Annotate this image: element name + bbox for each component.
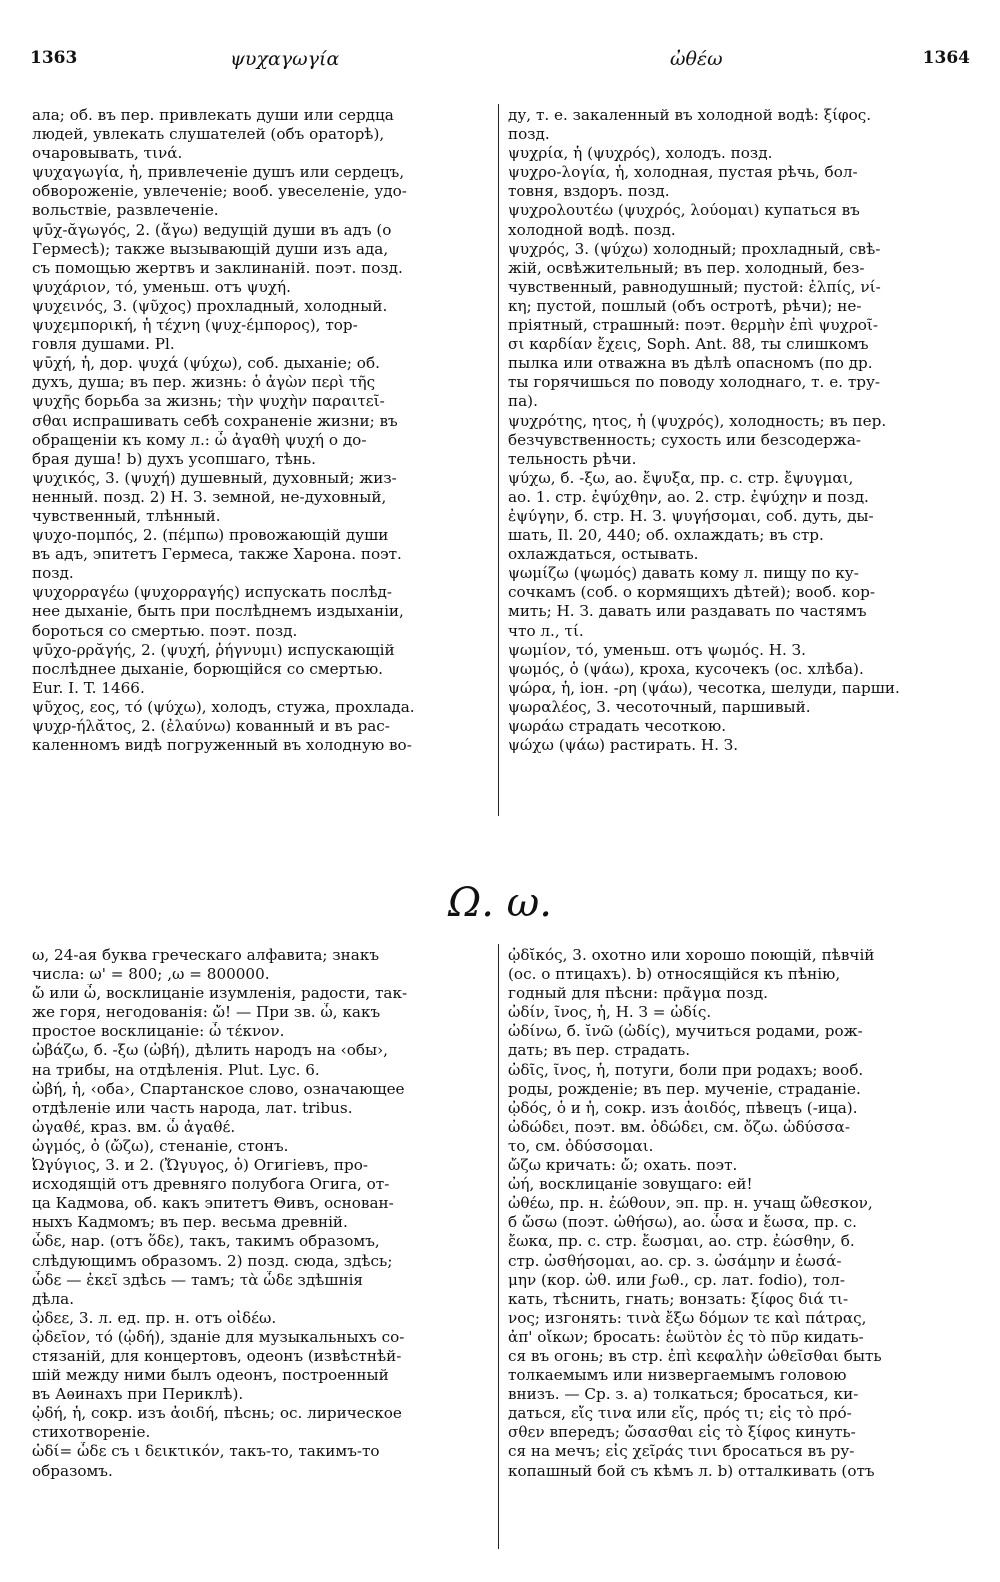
text-line: ся въ огонь; въ стр. ἐπὶ κεφαλὴν ὠθεῖσθαι быть [508, 1346, 882, 1365]
text-line: ψυχρο-λογία, ἡ, холодная, пустая рѣчь, бол- [508, 163, 858, 182]
text-line: ала; об. въ пер. привлекать души или сердца [32, 106, 394, 124]
text-line: ца Кадмова, об. какъ эпитетъ Θивъ, основан- [32, 1194, 394, 1213]
text-line: ὤζω кричать: ὤ; охать. поэт. [508, 1156, 738, 1175]
text-line: ἔωκα, пр. с. стр. ἔωσμαι, ао. стр. ἐώσθην, б. [508, 1232, 855, 1251]
text-line: въ адъ, эпитетъ Гермеса, также Харона. поэт. [32, 545, 402, 564]
text-line: ψυχεινός, 3. (ψῦχος) прохладный, холодный. [32, 296, 388, 315]
top-right-column [508, 106, 966, 755]
text-line: стр. ὠσθήσομαι, ао. ср. з. ὠσάμην и ἐωσά- [508, 1251, 842, 1270]
text-line: ψῡχ-ᾰγωγός, 2. (ἄγω) ведущій души въ адъ (о [32, 220, 392, 239]
text-line: обращеніи къ кому л.: ὦ ἀγαθὴ ψυχή о до- [32, 430, 367, 449]
text-line: ся на мечъ; εἰς χεῖράς τινι бросаться въ ру- [508, 1442, 855, 1461]
text-line: людей, увлекать слушателей (объ ораторѣ), [32, 125, 385, 144]
text-line: простое восклицаніе: ὦ τέκνον. [32, 1022, 285, 1041]
text-line: ᾠδή, ἡ, сокр. изъ ἀοιδή, пѣснь; ос. лирическое [32, 1404, 402, 1423]
text-line: Ὠγύγιος, 3. и 2. (Ὤγυγος, ὁ) Огигіевъ, про- [32, 1156, 369, 1175]
text-line: ψυχρία, ἡ (ψυχρός), холодъ. позд. [508, 144, 773, 163]
text-line: роды, рожденіе; въ пер. мученіе, страданіе. [508, 1079, 861, 1098]
text-line: ὠή, восклицаніе зовущаго: ей! [508, 1175, 753, 1194]
text-line: ὠβάζω, б. -ξω (ὠβή), дѣлить народъ на ‹обы›, [32, 1041, 388, 1060]
text-line: ψυχρ-ήλᾰτος, 2. (ἐλαύνω) кованный и въ рас- [32, 717, 390, 735]
text-line: сочкамъ (соб. о кормящихъ дѣтей); вооб. кор- [508, 583, 875, 602]
right-guide-word: ὠθέω [670, 48, 723, 70]
text-line: ψῡχο-ρρᾰγής, 2. (ψυχή, ῥήγνυμι) испускающій [32, 640, 395, 659]
text-line: ἀπ' οἴκων; бросать: ἑωϋτὸν ἐς τὸ πῦρ кидать- [508, 1327, 864, 1346]
text-line: ψῦχος, εος, τό (ψύχω), холодъ, стужа, прохлада. [32, 697, 415, 716]
text-line: ὠθέω, пр. н. ἐώθουν, эп. пр. н. учащ ὤθεσκον, [508, 1194, 873, 1213]
text-line: ᾠδός, ὁ и ἡ, сокр. изъ ἀοιδός, пѣвецъ (-ица). [508, 1098, 858, 1117]
text-line: жій, освѣжительный; въ пер. холодный, без- [508, 258, 865, 277]
text-line: ὠγαθέ, краз. вм. ὦ ἀγαθέ. [32, 1117, 236, 1136]
text-line: ψυχρός, 3. (ψύχω) холодный; прохладный, свѣ- [508, 239, 881, 258]
section-heading: Ω. ω. [448, 880, 552, 926]
text-line: вольствіе, развлеченіе. [32, 201, 219, 220]
text-line: ψυχῆς борьба за жизнь; τὴν ψυχὴν παραιτεῖ- [32, 392, 385, 411]
text-line: же горя, негодованія: ὤ! — При зв. ὦ, какъ [32, 1003, 381, 1022]
text-line: το, см. ὀδύσσομαι. [508, 1136, 654, 1155]
text-line: ψῡχή, ἡ, дор. ψυχά (ψύχω), соб. дыханіе; об. [32, 354, 380, 373]
text-line: ὧδε — ἐκεῖ здѣсь — тамъ; τὰ ὧδε здѣшнія [32, 1270, 364, 1289]
text-line: ψυχο-πομπός, 2. (πέμπω) провожающій души [32, 526, 389, 545]
text-line: ᾠδεε, 3. л. ед. пр. н. отъ οἰδέω. [32, 1308, 277, 1327]
bottom-left-column [32, 946, 490, 1481]
text-line: копашный бой съ кѣмъ л. b) отталкивать (отъ [508, 1461, 875, 1480]
text-line: ὠγμός, ὁ (ὤζω), стенаніе, стонъ. [32, 1136, 289, 1155]
text-line: охлаждаться, остывать. [508, 545, 699, 564]
top-left-column [32, 106, 490, 755]
text-line: товня, вздоръ. позд. [508, 182, 670, 201]
text-line: мить; Н. З. давать или раздавать по частямъ [508, 602, 867, 621]
text-line: брая душа! b) духъ усопшаго, тѣнь. [32, 449, 316, 468]
text-line: каленномъ видѣ погруженный въ холодную во- [32, 736, 412, 755]
text-line: ψυχάριον, τό, уменьш. отъ ψυχή. [32, 277, 291, 296]
text-line: пріятный, страшный: поэт. θερμὴν ἐπὶ ψυχροῖ- [508, 316, 878, 335]
text-line: ὠβή, ἡ, ‹оба›, Спартанское слово, означающее [32, 1079, 405, 1098]
text-line: числа: ω' = 800; ,ω = 800000. [32, 965, 270, 984]
text-line: ὠδίν, ῖνος, ἡ, Н. З = ὠδίς. [508, 1003, 712, 1022]
text-line: дать; въ пер. страдать. [508, 1041, 691, 1060]
text-line: толкаемымъ или низвергаемымъ головою [508, 1366, 847, 1385]
text-line: кать, тѣснить, гнать; вонзать: ξίφος διά τι- [508, 1289, 849, 1308]
text-line: пылка или отважна въ дѣлѣ опасномъ (по др. [508, 354, 873, 373]
text-line: дѣла. [32, 1289, 75, 1308]
text-line: ао. 1. стр. ἐψύχθην, ао. 2. стр. ἐψύχην и позд. [508, 487, 869, 506]
text-line: ду, т. е. закаленный въ холодной водѣ: ξίφος. [508, 106, 872, 124]
text-line: отдѣленіе или часть народа, лат. tribus. [32, 1098, 353, 1117]
text-line: па). [508, 392, 538, 411]
text-line: ὠδώδει, поэт. вм. ὀδώδει, см. ὄζω. ὠδύσσα- [508, 1117, 850, 1136]
text-line: стихотвореніе. [32, 1423, 151, 1442]
text-line: холодной водѣ. позд. [508, 220, 676, 239]
right-page-number: 1364 [922, 48, 970, 68]
column-divider-bottom [498, 944, 499, 1549]
text-line: Гермесѣ); также вызывающій души изъ ада, [32, 239, 389, 258]
text-line: ψώχω (ψάω) растирать. Н. З. [508, 736, 739, 755]
text-line: ψωραλέος, 3. чесоточный, паршивый. [508, 697, 811, 716]
text-line: ψυχαγωγία, ἡ, привлеченіе душъ или сердецъ, [32, 163, 405, 182]
text-line: позд. [508, 125, 550, 144]
text-line: Eur. I. T. 1466. [32, 678, 145, 697]
text-line: νος; изгонять: τινὰ ἔξω δόμων τε καὶ πάτρας, [508, 1308, 867, 1327]
page-header [30, 48, 970, 78]
text-line: духъ, душа; въ пер. жизнь: ὁ ἀγὼν περὶ τῆς [32, 373, 376, 392]
text-line: послѣднее дыханіе, борющійся со смертью. [32, 659, 384, 678]
text-line: говля душами. Pl. [32, 335, 175, 354]
text-line: σι καρδίαν ἔχεις, Soph. Ant. 88, ты слишкомъ [508, 335, 869, 354]
text-line: годный для пѣсни: πρᾶγμα позд. [508, 984, 768, 1003]
text-line: κη; пустой, пошлый (объ остротѣ, рѣчи); не- [508, 296, 862, 315]
text-line: чувственный, равнодушный; пустой: ἐλπίς, νί- [508, 277, 881, 296]
text-line: ᾠδεῖον, τό (ᾠδή), зданіе для музыкальныхъ со- [32, 1327, 405, 1346]
text-line: съ помощью жертвъ и заклинаній. поэт. позд. [32, 258, 403, 277]
text-line: ныхъ Кадмомъ; въ пер. весьма древній. [32, 1213, 348, 1232]
text-line: ὠδῖς, ῖνος, ἡ, потуги, боли при родахъ; вооб. [508, 1060, 864, 1079]
text-line: ψωμός, ὁ (ψάω), кроха, кусочекъ (ос. хлѣба). [508, 659, 864, 678]
text-line: ὧδε, нар. (отъ ὅδε), такъ, такимъ образомъ, [32, 1232, 380, 1251]
text-line: на трибы, на отдѣленія. Plut. Lyc. 6. [32, 1060, 320, 1079]
text-line: обвороженіе, увлеченіе; вооб. увеселеніе, удо- [32, 182, 407, 201]
text-line: ω, 24-ая буква греческаго алфавита; знакъ [32, 946, 379, 964]
text-line: ψυχορραγέω (ψυχορραγής) испускать послѣд- [32, 583, 393, 602]
text-line: безчувственность; сухость или безсодержа- [508, 430, 862, 449]
text-line: ψωμίον, τό, уменьш. отъ ψωμός. Н. З. [508, 640, 806, 659]
text-line: шій между ними былъ одеонъ, построенный [32, 1366, 389, 1385]
text-line: что л., τί. [508, 621, 584, 640]
text-line: ὠδίνω, б. ῐνῶ (ὠδίς), мучиться родами, рож- [508, 1022, 863, 1041]
text-line: стязаній, для концертовъ, одеонъ (извѣстнѣй- [32, 1346, 402, 1365]
text-line: тельность рѣчи. [508, 449, 637, 468]
text-line: даться, εἴς τινα или εἴς, πρός τι; εἰς τὸ πρό- [508, 1404, 852, 1423]
text-line: ненный. позд. 2) Н. З. земной, не-духовный, [32, 487, 387, 506]
text-line: ψυχεμπορική, ἡ τέχνη (ψυχ-έμπορος), тор- [32, 316, 358, 335]
text-line: ἐψύγην, б. стр. Н. З. ψυγήσομαι, соб. дуть, ды- [508, 506, 874, 525]
text-line: ψυχρότης, ητος, ἡ (ψυχρός), холодность; въ пер. [508, 411, 887, 430]
text-line: б ὤσω (поэт. ὠθήσω), ао. ὦσα и ἔωσα, пр. с. [508, 1213, 857, 1232]
text-line: образомъ. [32, 1461, 113, 1480]
text-line: позд. [32, 564, 74, 583]
text-line: въ Аѳинахъ при Периклѣ). [32, 1385, 244, 1404]
text-line: ὡδί= ὧδε съ ι δεικτικόν, такъ-то, такимъ-то [32, 1442, 380, 1461]
text-line: ψώρα, ἡ, іон. -ρη (ψάω), чесотка, шелуди, парши. [508, 678, 900, 697]
column-divider-top [498, 104, 499, 816]
left-guide-word: ψυχαγωγία [230, 48, 340, 70]
text-line: бороться со смертью. поэт. позд. [32, 621, 298, 640]
text-line: σθεν впередъ; ὤσασθαι εἰς τὸ ξίφος кинуть- [508, 1423, 856, 1442]
text-line: (ос. о птицахъ). b) относящійся къ пѣнію, [508, 965, 841, 984]
text-line: нее дыханіе, быть при послѣднемъ издыханіи, [32, 602, 404, 621]
text-line: шать, Il. 20, 440; об. охлаждать; въ стр. [508, 526, 824, 545]
text-line: σθαι испрашивать себѣ сохраненіе жизни; въ [32, 411, 398, 430]
text-line: чувственный, тлѣнный. [32, 506, 221, 525]
left-page-number: 1363 [30, 48, 78, 68]
bottom-right-column [508, 946, 966, 1481]
text-line: внизъ. — Ср. з. а) толкаться; бросаться, ки- [508, 1385, 859, 1404]
text-line: ψυχικός, 3. (ψυχή) душевный, духовный; жиз- [32, 468, 397, 487]
text-line: слѣдующимъ образомъ. 2) позд. сюда, здѣсь; [32, 1251, 393, 1270]
text-line: μην (кор. ὠθ. или ϝωθ., ср. лат. fodio), тол- [508, 1270, 845, 1289]
text-line: ὤ или ὦ, восклицаніе изумленія, радости, так- [32, 984, 408, 1003]
text-line: ψωράω страдать чесоткою. [508, 717, 727, 735]
text-line: ψύχω, б. -ξω, ао. ἔψυξα, пр. с. стр. ἔψυγμαι, [508, 468, 854, 487]
text-line: ᾠδῐκός, 3. охотно или хорошо поющій, пѣвчій [508, 946, 875, 964]
text-line: исходящій отъ древняго полубога Огига, от- [32, 1175, 390, 1194]
text-line: ψωμίζω (ψωμός) давать кому л. пищу по ку- [508, 564, 859, 583]
text-line: ψυχρολουτέω (ψυχρός, λούομαι) купаться въ [508, 201, 860, 220]
text-line: очаровывать, τινά. [32, 144, 183, 163]
text-line: ты горячишься по поводу холоднаго, т. е. тру- [508, 373, 881, 392]
